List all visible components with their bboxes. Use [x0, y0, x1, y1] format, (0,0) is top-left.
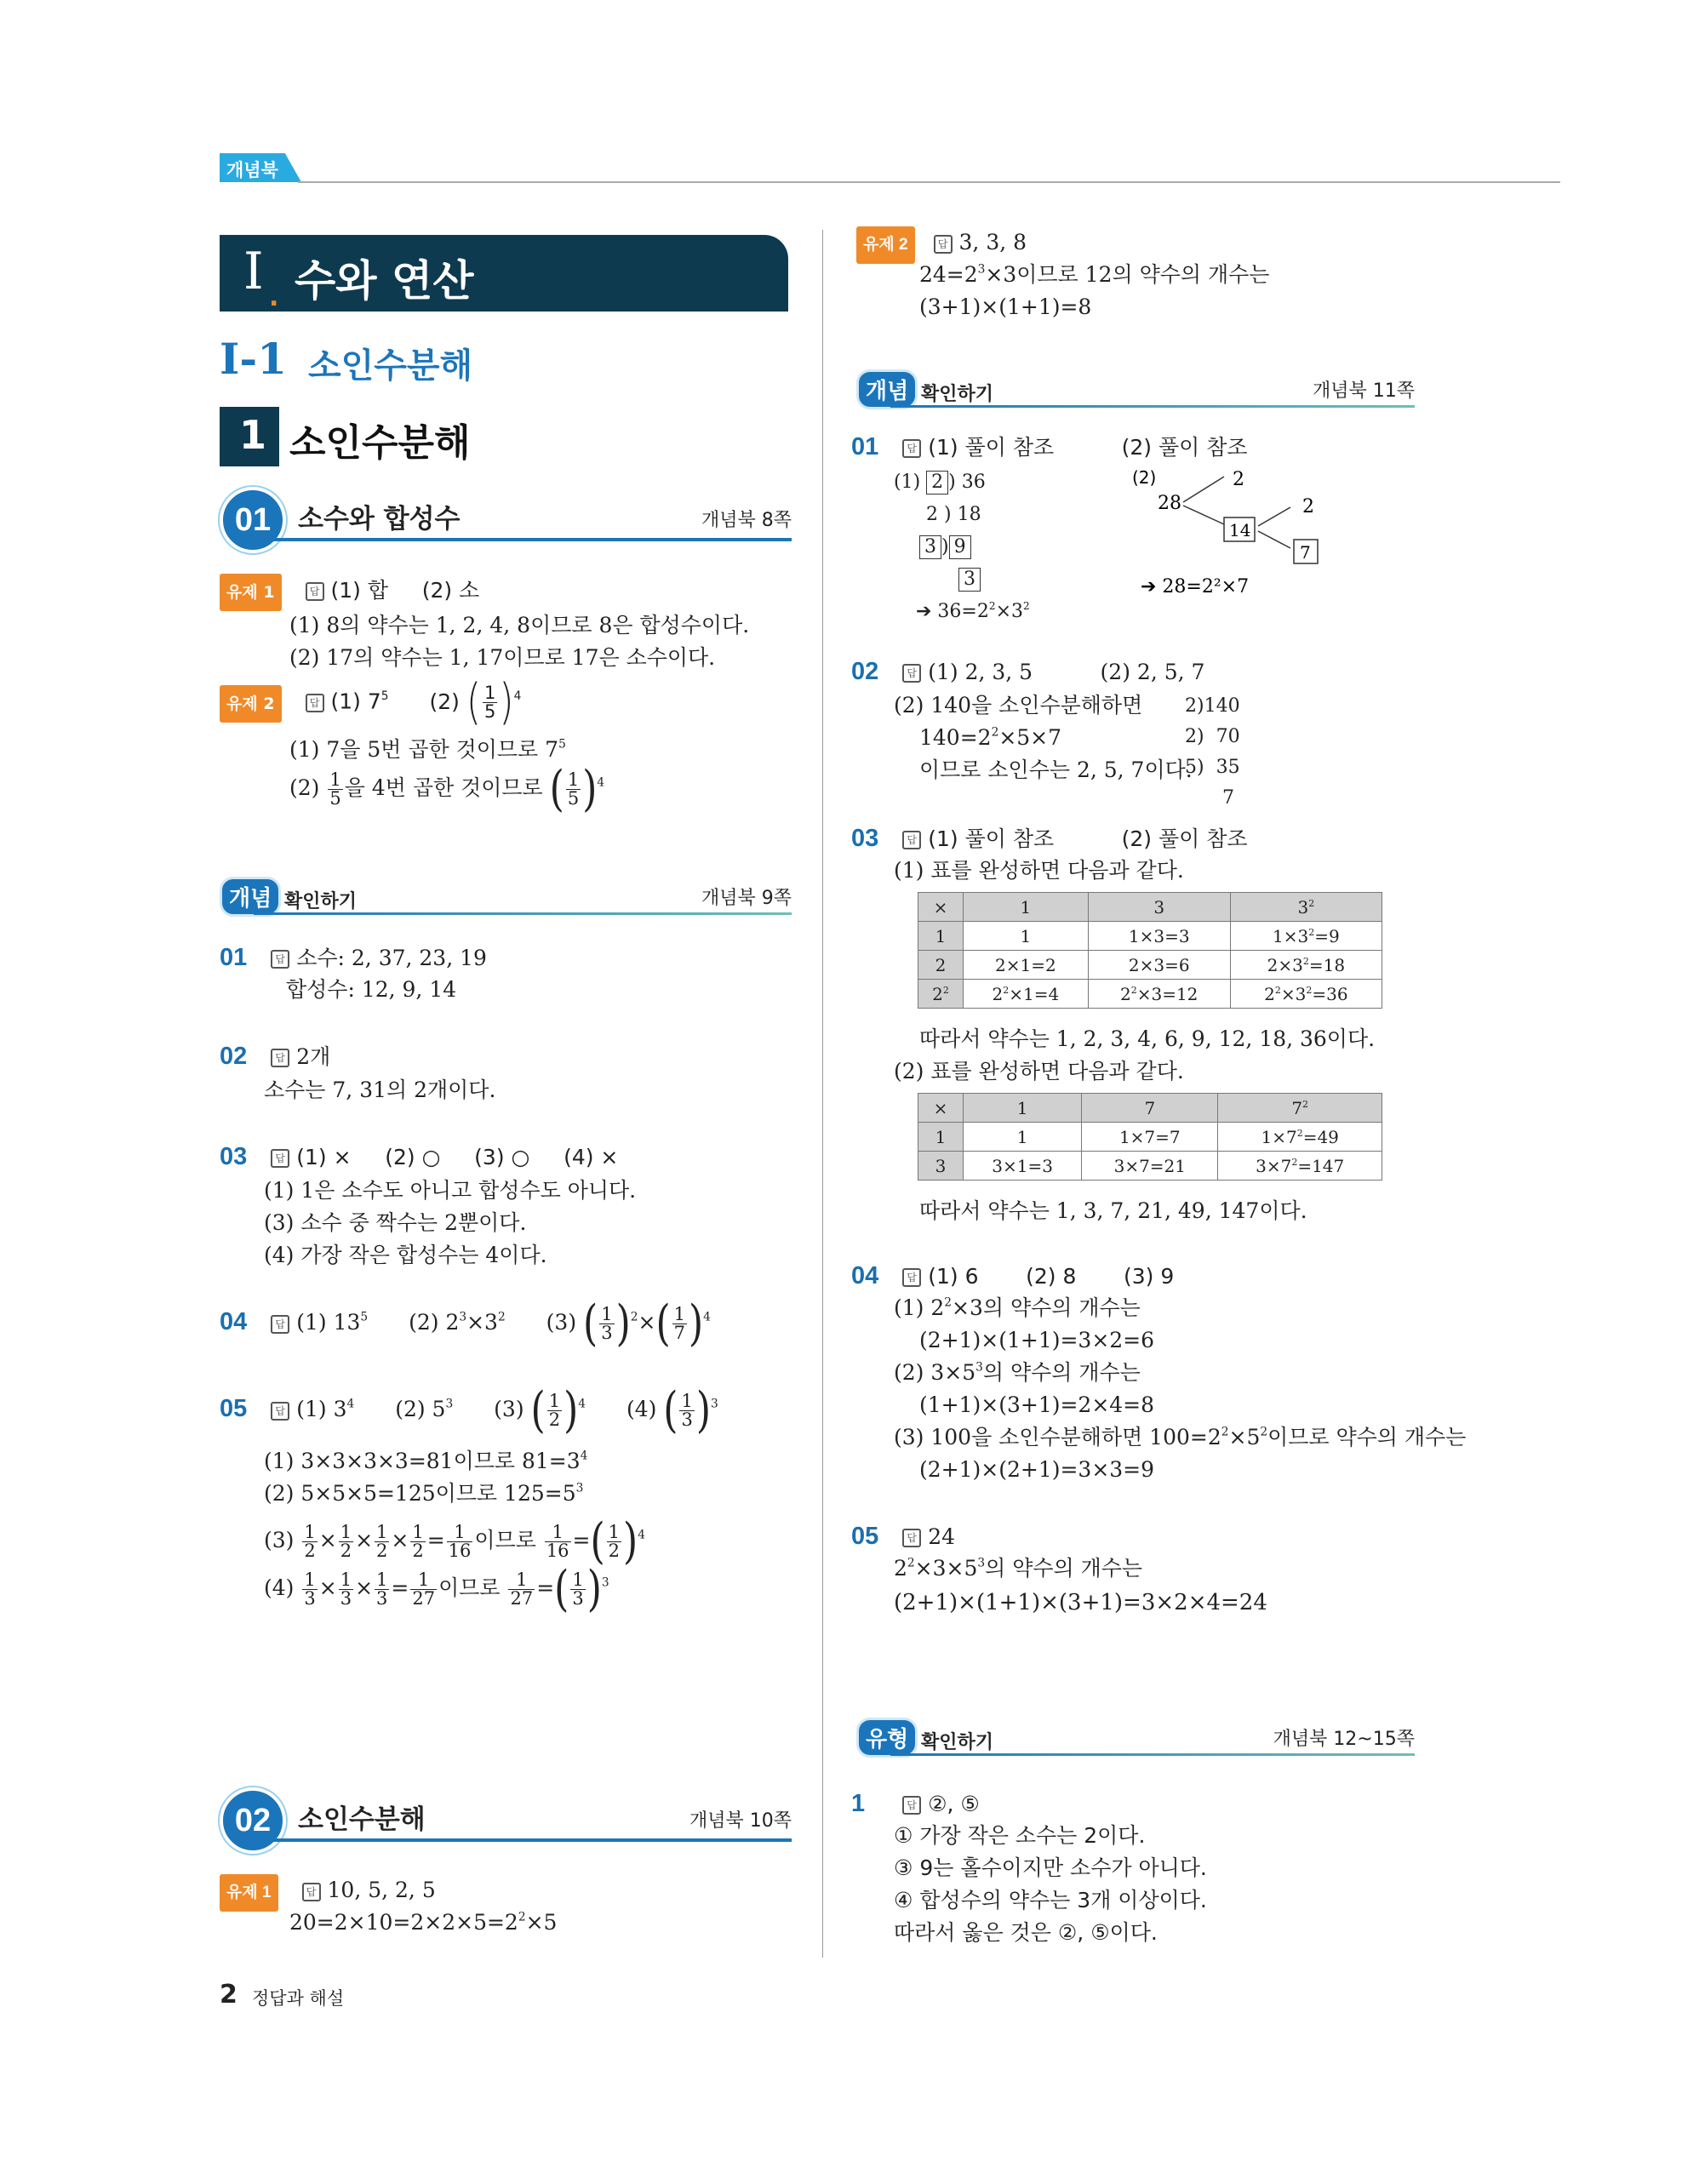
right-q05	[851, 1520, 955, 1553]
answer-text: 2개	[296, 1044, 331, 1069]
question-number: 03	[220, 1143, 248, 1170]
yuje1-explain-1: (1) 8의 약수는 1, 2, 4, 8이므로 8은 합성수이다.	[289, 613, 750, 637]
question-number: 04	[851, 1262, 879, 1289]
yuje2-explain-1: (1) 7을 5번 곱한 것이므로 $7^5$	[289, 737, 566, 762]
left-q05-line2: (1) 3×3×3×3=81이므로 $81=3^4$	[264, 1449, 588, 1473]
answer-icon: 답	[902, 831, 921, 849]
right-q03	[851, 822, 1248, 855]
right-q03-line4: 따라서 약수는 1, 3, 7, 21, 49, 147이다.	[919, 1198, 1307, 1223]
svg-text:14: 14	[1229, 520, 1251, 540]
header-rule	[298, 181, 1560, 183]
yuje1-answer	[220, 574, 479, 611]
right-q04-line1: (1) $2^2\times 3$의 약수의 개수는	[894, 1295, 1141, 1320]
section-number: 02	[220, 1787, 286, 1854]
section-rule	[262, 1838, 792, 1842]
right-q02-line1: (2) 140을 소인수분해하면	[894, 693, 1143, 718]
right-q02-line3: 이므로 소인수는 2, 5, 7이다.	[919, 758, 1193, 782]
answer-text-2: (2)	[429, 689, 460, 714]
left-q01-line2: 합성수: 12, 9, 14	[286, 977, 457, 1002]
answer-icon: 답	[902, 1796, 921, 1815]
check-header-type	[856, 1723, 1415, 1757]
section-rule	[262, 538, 792, 541]
yuje2-explain-2: (2) $\frac{1}{5}$ 을 4번 곱한 것이므로 ( $\frac{1}{5}$ )$^4$	[289, 760, 605, 817]
yuje-badge: 유제 2	[220, 685, 282, 723]
section-page-ref: 개념북 10쪽	[689, 1810, 792, 1832]
answer-text: (1) 6 (2) 8 (3) 9	[928, 1264, 1175, 1289]
divisor-table-147: × 1 7 $7^2$ 1 1 1×7=7 $1\times 7^2=49$ 3 3×1=3 3×7=21 $3\times 7^2=147$	[918, 1093, 1382, 1181]
right-q03-line1: (1) 표를 완성하면 다음과 같다.	[894, 858, 1184, 883]
left-q02	[220, 1040, 330, 1073]
right-q1	[851, 1787, 980, 1821]
unit-title: 소인수분해	[289, 421, 471, 465]
check-page-ref: 개념북 9쪽	[701, 888, 792, 909]
yuje1b-explain: $20=2\times 10=2\times 2\times 5=2^2\times 5$	[289, 1910, 558, 1935]
ladder-division-36: (1) 2 ) 36 2 ) 18 3 ) 9 3 ➔ $36=2^2\times 3^2$	[894, 472, 1030, 622]
section-number: 01	[220, 487, 286, 553]
answer-text: 10, 5, 2, 5	[327, 1878, 436, 1902]
column-divider	[822, 230, 823, 1958]
answer-text: 3, 3, 8	[958, 230, 1027, 254]
right-yuje2-line2: (3+1)×(1+1)=8	[919, 294, 1092, 319]
unit-num: 1	[239, 412, 267, 458]
right-q04	[851, 1260, 1174, 1293]
header-tab-label: 개념북	[226, 160, 278, 180]
chapter-title: 수와 연산	[295, 256, 474, 306]
answer-icon: 답	[271, 1149, 289, 1168]
section-01-header	[220, 494, 792, 538]
yuje1-explain-2: (2) 17의 약수는 1, 17이므로 17은 소수이다.	[289, 645, 716, 670]
yuje2-answer: 유제 2 답 (1) $7^5$ (2) ( $\frac{1}{5}$ )$^4$	[220, 684, 521, 723]
section-02-header	[220, 1794, 792, 1838]
answer-text: ②, ⑤	[928, 1792, 980, 1816]
right-q04-line4: (1+1)×(3+1)=2×4=8	[919, 1392, 1155, 1417]
check-title: 확인하기	[921, 1732, 994, 1753]
chapter-numeral: I	[243, 242, 264, 301]
ladder-division-140: 2)140 2) 70 5) 35 7	[1185, 695, 1240, 809]
footer-page-number: 2	[220, 1980, 237, 2010]
answer-text: (1) 풀이 참조 (2) 풀이 참조	[928, 435, 1248, 460]
left-q03-line3: (3) 소수 중 짝수는 2뿐이다.	[264, 1210, 527, 1235]
check-page-ref: 개념북 12~15쪽	[1273, 1729, 1415, 1750]
right-q04-line5: (3) 100을 소인수분해하면 $100=2^2\times 5^2$이므로 약수의 개수는	[894, 1425, 1467, 1449]
check-page-ref: 개념북 11쪽	[1313, 380, 1415, 402]
answer-text: 소수: 2, 37, 23, 19	[296, 946, 487, 970]
right-yuje2-line1: $24=2^3\times 3$이므로 12의 약수의 개수는	[919, 262, 1270, 287]
question-number: 04	[220, 1308, 248, 1335]
left-q01	[220, 941, 487, 975]
check-title: 확인하기	[921, 384, 994, 405]
right-q1-line1: ① 가장 작은 소수는 2이다.	[894, 1823, 1146, 1848]
yuje-badge: 유제 1	[220, 1874, 278, 1912]
right-q04-line2: (2+1)×(1+1)=3×2=6	[919, 1328, 1155, 1352]
question-number: 03	[851, 825, 879, 852]
section-page-ref: 개념북 8쪽	[701, 510, 792, 531]
question-number: 01	[220, 944, 248, 971]
footer-label: 정답과 해설	[252, 1988, 345, 2009]
svg-text:2: 2	[1302, 496, 1314, 517]
check-tag: 개념	[220, 877, 281, 917]
svg-text:➔ 28=2²×7: ➔ 28=2²×7	[1141, 576, 1250, 597]
answer-text: 24	[928, 1524, 956, 1549]
factor-tree-28	[1124, 466, 1379, 611]
left-q05: 05 답 (1) $3^4$ (2) $5^3$ (3) ( $\frac{1}{2}$ )$^4$ (4) ( $\frac{1}{3}$ )$^3$	[220, 1381, 718, 1438]
section-title: 소수와 합성수	[298, 504, 461, 535]
right-q04-line6: (2+1)×(2+1)=3×3=9	[919, 1457, 1155, 1482]
answer-text: (1) 2, 3, 5 (2) 2, 5, 7	[928, 660, 1205, 684]
yuje-badge: 유제 2	[856, 226, 915, 264]
chapter-dot: .	[269, 283, 279, 312]
right-q1-line4: 따라서 옳은 것은 ②, ⑤이다.	[894, 1920, 1158, 1945]
right-q02-line2: $140=2^2\times 5\times 7$	[919, 725, 1062, 750]
answer-text: (1) × (2) ○ (3) ○ (4) ×	[296, 1145, 619, 1169]
right-q03-line3: (2) 표를 완성하면 다음과 같다.	[894, 1059, 1184, 1083]
check-tag: 개념	[856, 369, 918, 409]
question-number: 05	[220, 1395, 248, 1422]
question-number: 1	[851, 1790, 866, 1817]
answer-icon: 답	[271, 1315, 289, 1334]
right-q1-line3: ④ 합성수의 약수는 3개 이상이다.	[894, 1888, 1207, 1912]
left-q05-line4: (3) $\frac{1}{2}$ × $\frac{1}{2}$ × $\frac{1}{2}$ × $\frac{1}{2}$ = $\frac{1}{16}$ 이므로 $\frac{1}{16}$ =( $\frac{1}{2}$ )$^4$	[264, 1512, 645, 1569]
check-rule	[890, 405, 1415, 408]
question-number: 02	[220, 1043, 248, 1070]
check-rule	[254, 912, 792, 915]
check-title: 확인하기	[284, 891, 358, 912]
right-q1-line2: ③ 9는 홀수이지만 소수가 아니다.	[894, 1855, 1207, 1880]
right-q03-line2: 따라서 약수는 1, 2, 3, 4, 6, 9, 12, 18, 36이다.	[919, 1026, 1376, 1051]
left-q03-line2: (1) 1은 소수도 아니고 합성수도 아니다.	[264, 1178, 637, 1203]
left-q04: 04 답 (1) $13^5$ (2) $2^3\times 3^2$ (3) ( $\frac{1}{3}$ )$^2$×( $\frac{1}{7}$ )$^4$	[220, 1295, 711, 1352]
answer-icon: 답	[934, 235, 953, 254]
answer-icon: 답	[902, 1529, 921, 1547]
yuje-badge: 유제 1	[220, 574, 282, 611]
answer-icon: 답	[902, 664, 921, 683]
question-number: 01	[851, 433, 879, 460]
left-q05-line5: (4) $\frac{1}{3}$ × $\frac{1}{3}$ × $\frac{1}{3}$ = $\frac{1}{27}$ 이므로 $\frac{1}{27}$ =( $\frac{1}{3}$ )$^3$	[264, 1560, 609, 1617]
section-title: 소인수분해	[298, 1804, 426, 1835]
question-number: 05	[851, 1523, 879, 1550]
answer-text-1: (1) 7	[330, 689, 381, 714]
answer-text: (1) 합 (2) 소	[330, 578, 480, 603]
right-q05-line1: $2^2\times 3\times 5^3$의 약수의 개수는	[894, 1556, 1143, 1581]
answer-icon: 답	[302, 1883, 321, 1901]
left-q03	[220, 1141, 618, 1174]
svg-text:7: 7	[1300, 542, 1311, 563]
check-header-left	[220, 882, 792, 916]
question-number: 02	[851, 658, 879, 685]
answer-icon: 답	[271, 1402, 289, 1421]
svg-text:28: 28	[1158, 493, 1181, 514]
answer-icon: 답	[902, 1268, 921, 1287]
right-q01	[851, 431, 1248, 464]
left-q05-line3: (2) 5×5×5=125이므로 $125=5^3$	[264, 1481, 584, 1506]
divisor-table-36: × 1 3 $3^2$ 1 1 1×3=3 $1\times 3^2=9$ 2 2×1=2 2×3=6 $2\times 3^2=18$ $2^2$ $2^2\times 1=4$ $2^2\times 3=12$ $2^2\times 3^2=36$	[918, 892, 1382, 1009]
right-q05-line2: (2+1)×(1+1)×(3+1)=3×2×4=24	[894, 1590, 1267, 1615]
check-header-right	[856, 374, 1415, 409]
right-q02	[851, 655, 1204, 689]
svg-text:2: 2	[1233, 469, 1244, 490]
answer-icon: 답	[271, 1049, 289, 1067]
left-q02-line2: 소수는 7, 31의 2개이다.	[264, 1078, 496, 1102]
subchapter-num: I-1	[220, 334, 287, 384]
left-q03-line4: (4) 가장 작은 합성수는 4이다.	[264, 1243, 547, 1267]
answer-icon: 답	[902, 439, 921, 458]
answer-icon: 답	[271, 950, 289, 969]
check-tag: 유형	[856, 1718, 918, 1758]
svg-text:(2): (2)	[1132, 467, 1157, 488]
subchapter-title: 소인수분해	[308, 346, 473, 386]
answer-icon: 답	[306, 694, 324, 712]
right-q04-line3: (2) $3\times 5^3$의 약수의 개수는	[894, 1360, 1141, 1385]
answer-icon: 답	[306, 582, 324, 601]
check-rule	[890, 1753, 1415, 1756]
answer-text: (1) 풀이 참조 (2) 풀이 참조	[928, 826, 1248, 851]
